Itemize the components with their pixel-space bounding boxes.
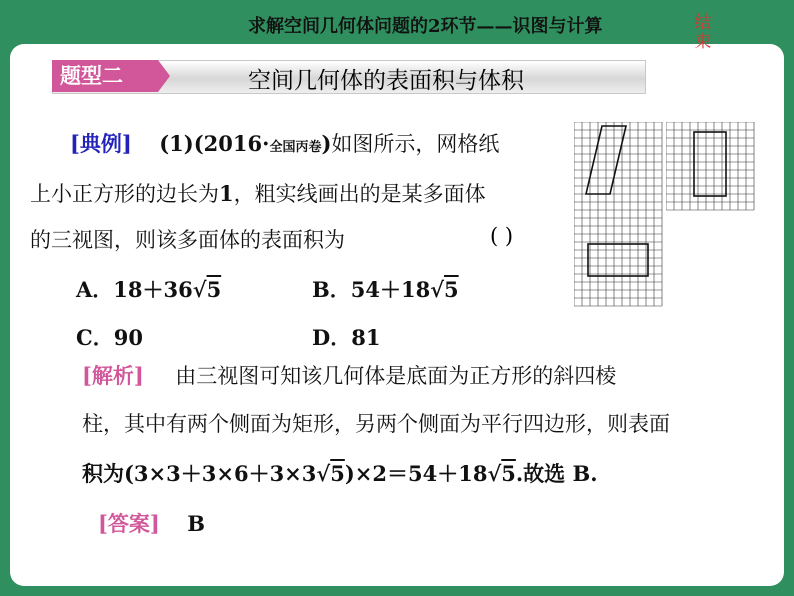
option-b-radicand: 5 <box>444 277 459 302</box>
example-line-2 <box>30 178 486 208</box>
example-line2-num: 1 <box>219 181 234 206</box>
bold-outlines <box>586 126 648 276</box>
analysis-radicand-2: 5 <box>501 461 516 486</box>
analysis-line1-text: 由三视图可知该几何体是底面为正方形的斜四棱 <box>175 364 617 388</box>
option-c-value: 90 <box>113 325 143 350</box>
example-line2-a: 上小正方形的边长为 <box>30 182 219 206</box>
option-d[interactable] <box>312 322 380 352</box>
example-tag: [典例] <box>70 131 132 156</box>
option-d-value: 81 <box>351 325 381 350</box>
option-a-label: A． <box>76 277 114 302</box>
section-title: 空间几何体的表面积与体积 <box>248 68 524 94</box>
grid-lines <box>574 122 662 306</box>
analysis-radicand-1: 5 <box>330 461 345 486</box>
side-view-rectangle <box>694 132 726 196</box>
example-line2-b: ，粗实线画出的是某多面体 <box>233 182 486 206</box>
analysis-line-2: 柱，其中有两个侧面为矩形，另两个侧面为平行四边形，则表面 <box>82 412 670 436</box>
option-b-prefix: 54＋18 <box>350 277 431 302</box>
example-source-suffix: ) <box>321 131 332 156</box>
option-c-label: C． <box>76 325 114 350</box>
three-view-figure <box>574 122 666 316</box>
three-view-svg <box>574 122 666 312</box>
analysis-line3-c: .故选 B. <box>515 461 598 486</box>
example-line1-text: 如图所示，网格纸 <box>331 132 500 156</box>
option-c[interactable] <box>76 322 143 352</box>
answer-blank: ( ) <box>490 224 514 248</box>
example-source-prefix: (1)(2016· <box>159 131 270 156</box>
section-badge: 题型二 <box>52 60 158 92</box>
analysis-line3-b: )×2＝54＋18 <box>344 461 488 486</box>
end-button[interactable]: 结束 <box>694 13 712 52</box>
example-line-3: 的三视图，则该多面体的表面积为 <box>30 228 345 252</box>
analysis-tag: [解析] <box>82 363 144 388</box>
answer-value: B <box>187 511 205 536</box>
example-line-1 <box>70 128 499 158</box>
analysis-line3-a: 积为(3×3＋3×6＋3×3 <box>82 461 317 486</box>
analysis-line-1 <box>82 360 616 390</box>
option-a-radicand: 5 <box>206 277 222 302</box>
option-d-label: D． <box>312 325 352 350</box>
example-source-small: 全国丙卷 <box>269 140 322 155</box>
answer-line <box>98 508 205 538</box>
option-a-prefix: 18＋36 <box>113 277 193 302</box>
option-a[interactable]: A．18＋36√5 <box>76 277 222 302</box>
header-title: 求解空间几何体问题的2环节——识图与计算 <box>248 16 603 37</box>
option-b[interactable]: B．54＋18√5 <box>312 277 459 302</box>
top-view-rectangle <box>588 244 648 276</box>
side-view-figure <box>666 122 758 222</box>
side-view-svg <box>666 122 758 218</box>
answer-tag: [答案] <box>98 511 160 536</box>
analysis-line-3: 积为(3×3＋3×6＋3×3√5)×2＝54＋18√5.故选 B. <box>82 461 598 486</box>
option-b-label: B． <box>312 277 351 302</box>
side-grid-lines <box>666 122 754 210</box>
